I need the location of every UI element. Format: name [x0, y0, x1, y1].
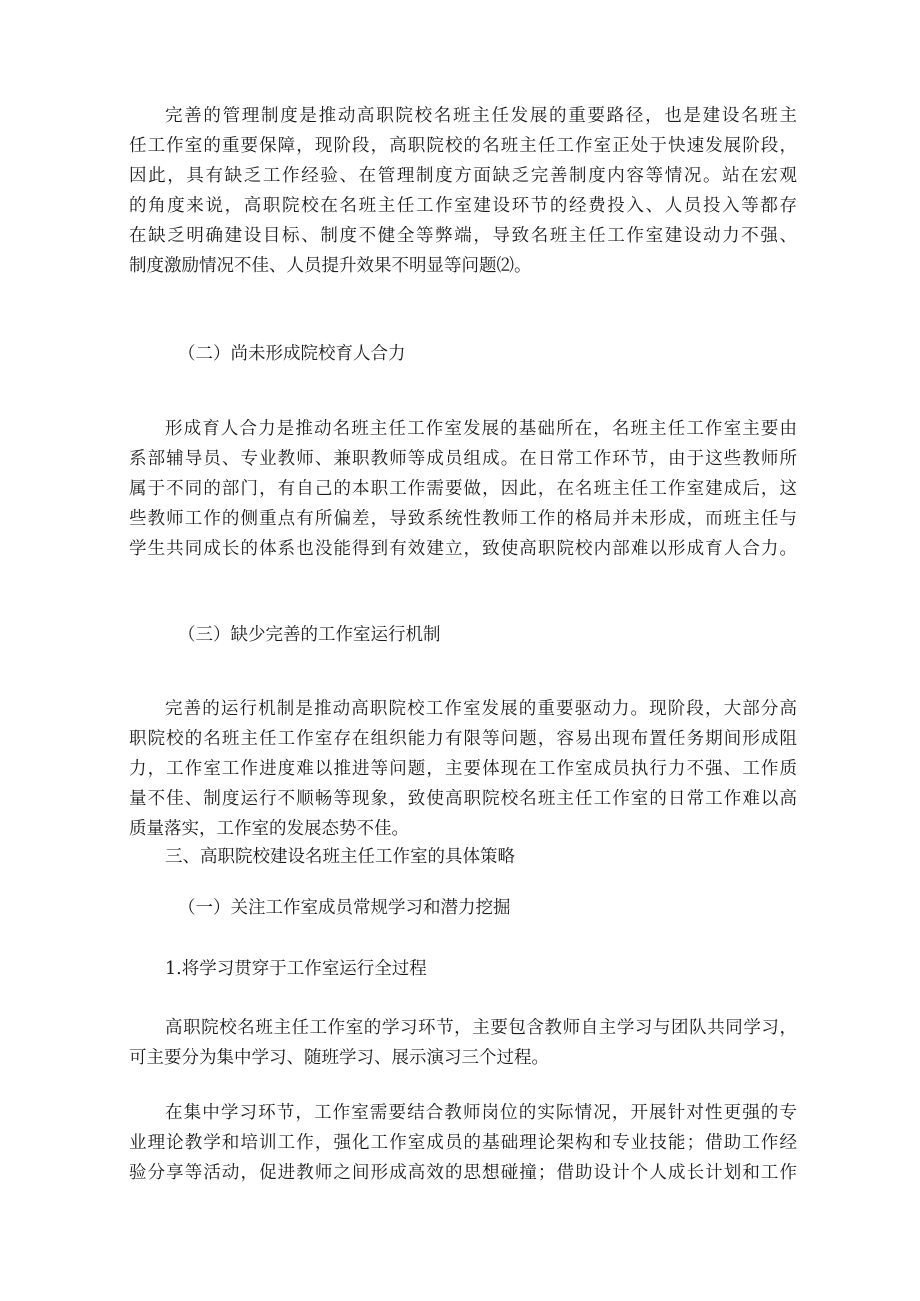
paragraph-operating-mechanism [129, 694, 797, 844]
heading-text: 1.将学习贯穿于工作室运行全过程 [165, 959, 427, 979]
text-line: 在集中学习环节，工作室需要结合教师岗位的实际情况，开展针对性更强的专 [165, 1103, 797, 1123]
heading-text: 三、高职院校建设名班主任工作室的具体策略 [165, 847, 515, 867]
text-line: 属于不同的部门，有自己的本职工作需要做，因此，在名班主任工作室建成后，这 [129, 479, 797, 499]
text-line: 职院校的名班主任工作室存在组织能力有限等问题，容易出现布置任务期间形成阻 [129, 729, 797, 749]
text-line: 质量落实，工作室的发展态势不佳。 [129, 819, 409, 839]
text-line: 形成育人合力是推动名班主任工作室发展的基础所在，名班主任工作室主要由 [165, 419, 797, 439]
heading-text: （三）缺少完善的工作室运行机制 [178, 625, 441, 645]
heading-text: （二）尚未形成院校育人合力 [178, 344, 406, 364]
text-line: 完善的运行机制是推动高职院校工作室发展的重要驱动力。现阶段，大部分高 [165, 699, 797, 719]
text-line: 制度激励情况不佳、人员提升效果不明显等问题⑵。 [129, 256, 532, 276]
text-line: 的角度来说，高职院校在名班主任工作室建设环节的经费投入、人员投入等都存 [129, 196, 797, 216]
heading-2 [178, 339, 778, 369]
text-line: 高职院校名班主任工作室的学习环节，主要包含教师自主学习与团队共同学习， [165, 1018, 797, 1038]
heading-3-1 [178, 893, 778, 923]
text-line: 业理论教学和培训工作，强化工作室成员的基础理论架构和专业技能；借助工作经 [129, 1133, 797, 1153]
text-line: 在缺乏明确建设目标、制度不健全等弊端，导致名班主任工作室建设动力不强、 [129, 226, 797, 246]
text-line: 任工作室的重要保障，现阶段，高职院校的名班主任工作室正处于快速发展阶段， [129, 136, 797, 156]
paragraph-management-system [129, 101, 797, 281]
paragraph-education-synergy [129, 414, 797, 564]
text-line: 系部辅导员、专业教师、兼职教师等成员组成。在日常工作环节，由于这些教师所 [129, 449, 797, 469]
text-line: 因此，具有缺乏工作经验、在管理制度方面缺乏完善制度内容等情况。站在宏观 [129, 166, 797, 186]
text-line: 学生共同成长的体系也没能得到有效建立，致使高职院校内部难以形成育人合力。 [129, 539, 797, 559]
text-line: 验分享等活动，促进教师之间形成高效的思想碰撞；借助设计个人成长计划和工作 [129, 1163, 797, 1183]
text-line: 完善的管理制度是推动高职院校名班主任发展的重要路径，也是建设名班主 [165, 106, 797, 126]
text-line: 可主要分为集中学习、随班学习、展示演习三个过程。 [129, 1048, 549, 1068]
text-line: 力，工作室工作进度难以推进等问题，主要体现在工作室成员执行力不强、工作质 [129, 759, 797, 779]
text-line: 量不佳、制度运行不顺畅等现象，致使高职院校名班主任工作室的日常工作难以高 [129, 789, 797, 809]
paragraph-centralized-learning [129, 1098, 797, 1188]
paragraph-learning-process [129, 1013, 797, 1073]
heading-3-1-1 [165, 954, 765, 984]
section-3-heading [165, 842, 765, 872]
text-line: 些教师工作的侧重点有所偏差，导致系统性教师工作的格局并未形成，而班主任与 [129, 509, 797, 529]
heading-text: （一）关注工作室成员常规学习和潜力挖掘 [178, 898, 511, 918]
heading-3 [178, 620, 778, 650]
